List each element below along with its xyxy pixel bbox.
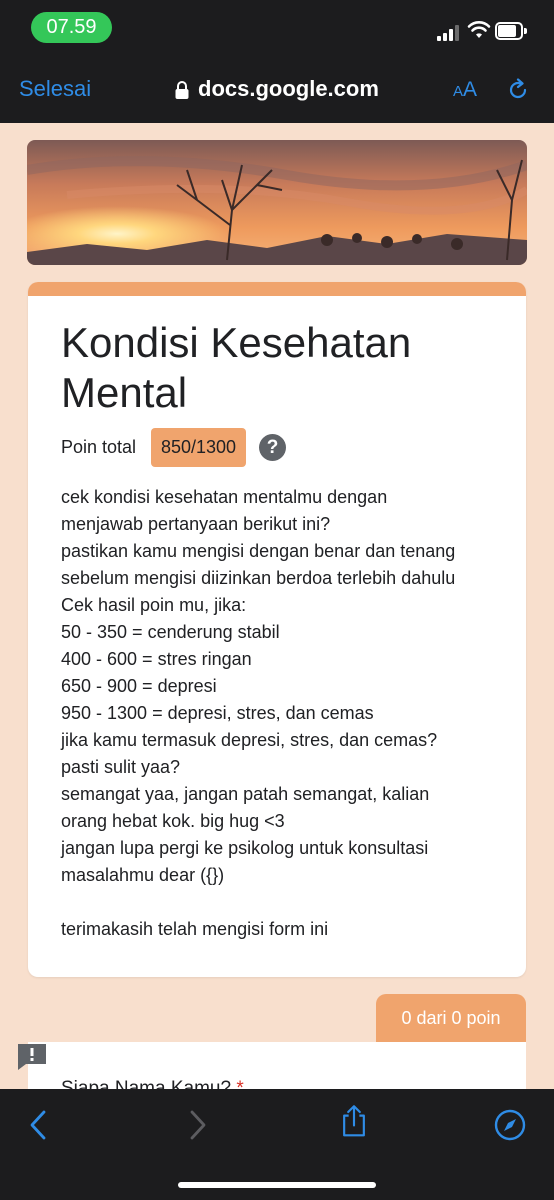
feedback-flag-icon[interactable] — [18, 1044, 46, 1070]
reload-icon[interactable] — [506, 78, 530, 102]
description-line: Cek hasil poin mu, jika: — [61, 595, 247, 615]
cellular-signal-icon — [437, 25, 461, 41]
home-indicator — [178, 1182, 376, 1188]
browser-top-bar — [0, 0, 554, 123]
status-time: 07.59 — [31, 12, 112, 43]
wifi-icon — [467, 20, 491, 40]
description-line: sebelum mengisi diizinkan berdoa terlebih dahulu — [61, 568, 456, 588]
description-blank-line — [61, 889, 511, 916]
compass-icon[interactable] — [493, 1108, 527, 1142]
description-line: menjawab pertanyaan berikut ini? — [61, 514, 331, 534]
text-size-small-label: A — [453, 83, 464, 100]
header-image — [27, 140, 527, 265]
lock-icon — [174, 80, 190, 100]
back-arrow-icon[interactable] — [22, 1108, 56, 1142]
description-line: pastikan kamu mengisi dengan benar dan tenang — [61, 541, 456, 561]
description-line: 400 - 600 = stres ringan — [61, 649, 252, 669]
description-line: jangan lupa pergi ke psikolog untuk konsultasi — [61, 838, 429, 858]
text-size-button[interactable] — [453, 78, 477, 102]
points-value-badge: 850/1300 — [151, 428, 246, 467]
question-score-badge: 0 dari 0 poin — [376, 994, 526, 1042]
description-line: terimakasih telah mengisi form ini — [61, 919, 329, 939]
text-size-big-label: A — [463, 78, 478, 101]
description-line: masalahmu dear ({}) — [61, 865, 225, 885]
description-line: semangat yaa, jangan patah semangat, kalian — [61, 784, 430, 804]
form-header-card — [28, 282, 526, 977]
description-line: 650 - 900 = depresi — [61, 676, 217, 696]
description-line: 950 - 1300 = depresi, stres, dan cemas — [61, 703, 374, 723]
forward-arrow-icon[interactable] — [180, 1108, 214, 1142]
form-title: Kondisi Kesehatan Mental — [61, 319, 412, 416]
description-line: jika kamu termasuk depresi, stres, dan cemas? — [61, 730, 438, 750]
description-line: pasti sulit yaa? — [61, 757, 181, 777]
done-button[interactable]: Selesai — [19, 76, 92, 101]
card-accent-bar — [28, 282, 526, 296]
form-description — [61, 484, 511, 943]
points-label: Poin total — [61, 437, 137, 457]
description-line: orang hebat kok. big hug <3 — [61, 811, 285, 831]
help-icon[interactable]: ? — [259, 434, 286, 461]
battery-icon — [495, 22, 527, 40]
description-line: 50 - 350 = cenderung stabil — [61, 622, 280, 642]
description-line: cek kondisi kesehatan mentalmu dengan — [61, 487, 388, 507]
share-icon[interactable] — [337, 1104, 371, 1138]
url-field[interactable]: docs.google.com — [198, 76, 379, 101]
